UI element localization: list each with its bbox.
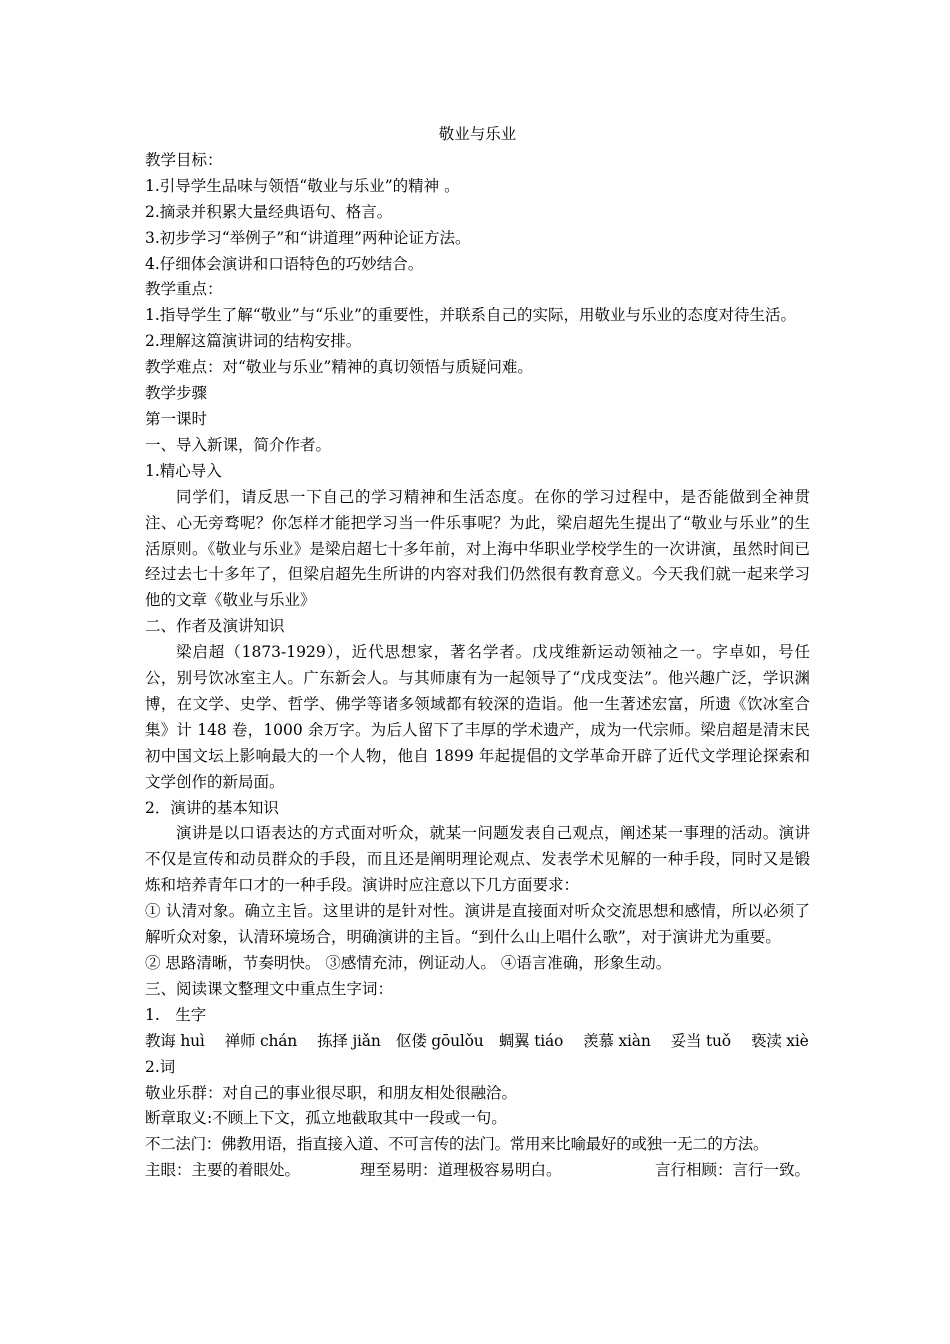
intro-paragraph: 同学们，请反思一下自己的学习精神和生活态度。在你的学习过程中，是否能做到全神贯注、心无旁骛呢？你怎样才能把学习当一件乐事呢？为此，梁启超先生提出了“敬业与乐业”的生活原则。《敬业与乐业》是梁启超七十多年前，对上海中华职业学校学生的一次讲演，虽然时间已经过去七十多年了，但梁启超先生所讲的内容对我们仍然很有教育意义。今天我们就一起来学习他的文章《敬业与乐业》 <box>145 487 810 610</box>
section-2-heading: 二、作者及演讲知识 <box>145 617 285 636</box>
word-4a: 主眼：主要的着眼处。 <box>145 1161 301 1180</box>
focus-1: 1.指导学生了解“敬业”与“乐业”的重要性，并联系自己的实际，用敬业与乐业的态度对待生活。 <box>145 306 796 325</box>
speech-paragraph: 演讲是以口语表达的方式面对听众，就某一问题发表自己观点，阐述某一事理的活动。演讲不仅是宣传和动员群众的手段，而且还是阐明理论观点、发表学术见解的一种手段，同时又是锻炼和培养青年口才的一种手段。演讲时应注意以下几方面要求： <box>145 824 810 895</box>
word-2: 断章取义:不顾上下文，孤立地截取其中一段或一句。 <box>145 1109 507 1128</box>
lesson-heading: 第一课时 <box>145 409 208 428</box>
objective-4: 4.仔细体会演讲和口语特色的巧妙结合。 <box>145 254 424 273</box>
objective-2: 2.摘录并积累大量经典语句、格言。 <box>145 202 393 221</box>
requirement-1: ① 认清对象。确立主旨。这里讲的是针对性。演讲是直接面对听众交流思想和感情，所以必须了解听众对象，认清环境场合，明确演讲的主旨。“到什么山上唱什么歌”，对于演讲尤为重要。 <box>145 902 810 947</box>
author-paragraph: 梁启超（1873-1929），近代思想家，著名学者。戊戌维新运动领袖之一。字卓如，号任公，别号饮冰室主人。广东新会人。与其师康有为一起领导了“戊戌变法”。他兴趣广泛，学识渊博，在文学、史学、哲学、佛学等诸多领域都有较深的造诣。他一生著述宏富，所遗《饮冰室合集》计 148 卷，1000 余万字。为后人留下了丰厚的学术遗产，成为一代宗师。梁启超是清末民初中国文坛上影响最大的一个人物，他自 1899 年起提倡的文学革命开辟了近代文学理论探索和文学创作的新局面。 <box>145 643 810 791</box>
objectives-heading: 教学目标： <box>145 150 223 169</box>
word-4b: 理至易明：道理极容易明白。 <box>360 1161 562 1180</box>
steps-heading: 教学步骤 <box>145 384 208 403</box>
focus-heading: 教学重点： <box>145 280 223 299</box>
section-1-heading: 一、导入新课，简介作者。 <box>145 435 332 454</box>
objective-1: 1.引导学生品味与领悟“敬业与乐业”的精神 。 <box>145 176 460 195</box>
speech-heading: 2．演讲的基本知识 <box>145 798 279 817</box>
chars-heading: 1. 生字 <box>145 1005 207 1024</box>
focus-2: 2.理解这篇演讲词的结构安排。 <box>145 332 362 351</box>
word-1: 敬业乐群：对自己的事业很尽职，和朋友相处很融洽。 <box>145 1083 518 1102</box>
word-3: 不二法门：佛教用语，指直接入道、不可言传的法门。常用来比喻最好的或独一无二的方法。 <box>145 1135 769 1154</box>
requirement-2-4: ② 思路清晰，节奏明快。 ③感情充沛，例证动人。 ④语言准确，形象生动。 <box>145 954 672 972</box>
chars-line: 教诲 huì 禅师 chán 拣择 jiǎn 伛偻 gōulǒu 蜩翼 tiáo 羡慕 xiàn 妥当 tuǒ 亵渎 xiè <box>145 1031 809 1050</box>
word-4-row <box>145 1158 810 1184</box>
section-3-heading: 三、阅读课文整理文中重点生字词： <box>145 979 394 998</box>
objective-3: 3.初步学习“举例子”和“讲道理”两种论证方法。 <box>145 228 471 247</box>
document-page <box>145 122 810 1184</box>
words-heading: 2.词 <box>145 1057 176 1076</box>
subsection-1-heading: 1.精心导入 <box>145 461 222 480</box>
word-4c: 言行相顾：言行一致。 <box>654 1161 810 1180</box>
difficulty-line: 教学难点：对“敬业与乐业”精神的真切领悟与质疑问难。 <box>145 358 533 377</box>
document-title: 敬业与乐业 <box>438 125 517 143</box>
